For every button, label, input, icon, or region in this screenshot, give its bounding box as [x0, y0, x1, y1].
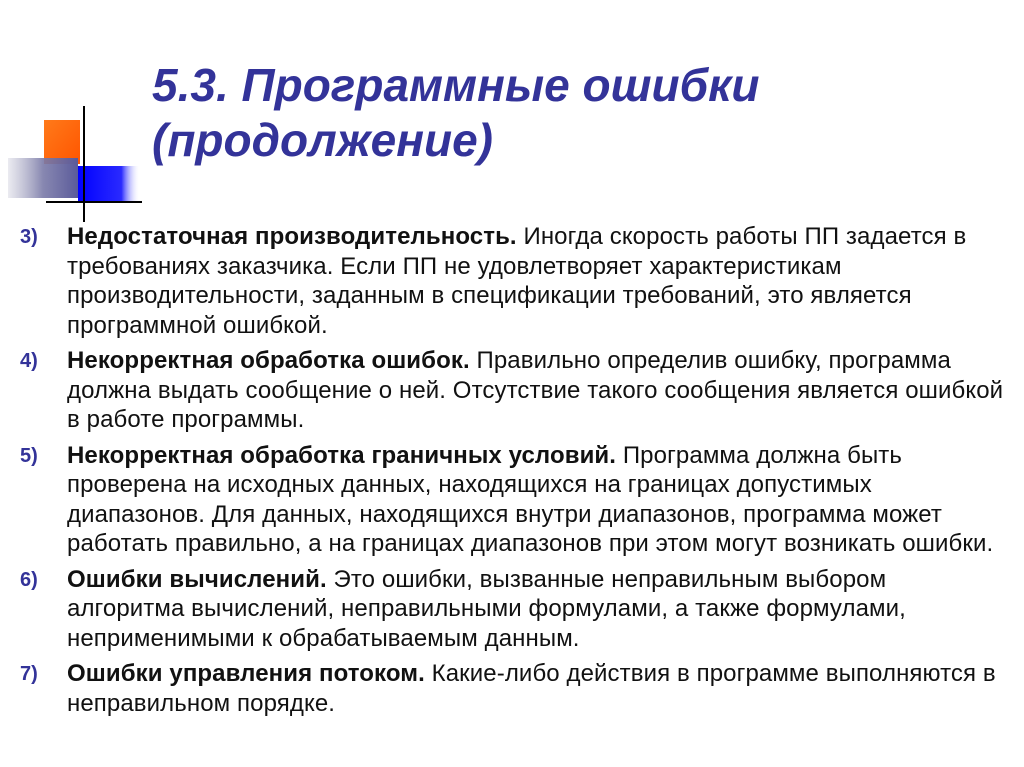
list-item: [20, 222, 1010, 340]
item-body: Программа должна быть проверена на исходных данных, находящихся на границах допустимых диапазонов. Для данных, находящихся внутри диапазонов, программа может работать правильно, а на границах диапазонов при этом могут возникать ошибки.: [67, 441, 994, 557]
item-body: Иногда скорость работы ПП задается в требованиях заказчика. Если ПП не удовлетворяет характеристикам производительности, заданным в спецификации требований, это является программной ошибкой.: [67, 223, 967, 339]
item-text: [67, 441, 1010, 559]
item-text: [67, 565, 1010, 654]
list-item: [20, 441, 1010, 559]
list-item: [20, 346, 1010, 435]
item-heading: Ошибки управления потоком.: [67, 660, 425, 687]
blue-square: [78, 166, 140, 202]
item-body: Какие-либо действия в программе выполняются в неправильном порядке.: [67, 660, 996, 717]
item-heading: Недостаточная производительность.: [67, 223, 517, 250]
decorative-squares-logo: [0, 0, 150, 240]
item-heading: Некорректная обработка граничных условий.: [67, 441, 617, 469]
item-text: [67, 346, 1010, 435]
list-item: [20, 659, 1010, 718]
list-item: [20, 565, 1010, 654]
title-line-2: (продолжение): [152, 114, 494, 166]
item-body: Правильно определив ошибку, программа должна выдать сообщение о ней. Отсутствие такого сообщения является ошибкой в работе программы.: [67, 347, 1004, 433]
orange-square: [44, 120, 80, 164]
page-title: [152, 58, 992, 168]
gray-gradient-square: [8, 158, 78, 198]
item-text: [67, 222, 1010, 340]
item-number: 6): [20, 568, 38, 591]
item-heading: Ошибки вычислений.: [67, 565, 327, 593]
item-body: Это ошибки, вызванные неправильным выбором алгоритма вычислений, неправильными формулами, а также формулами, неприменимыми к обрабатываемым данным.: [67, 565, 906, 652]
error-types-list: [20, 222, 1010, 724]
item-number: 3): [20, 226, 38, 248]
item-number: 5): [20, 444, 38, 467]
item-heading: Некорректная обработка ошибок.: [67, 347, 470, 374]
title-line-1: 5.3. Программные ошибки: [152, 59, 760, 111]
item-text: [67, 659, 1010, 718]
item-number: 4): [20, 350, 38, 372]
item-number: 7): [20, 663, 38, 685]
